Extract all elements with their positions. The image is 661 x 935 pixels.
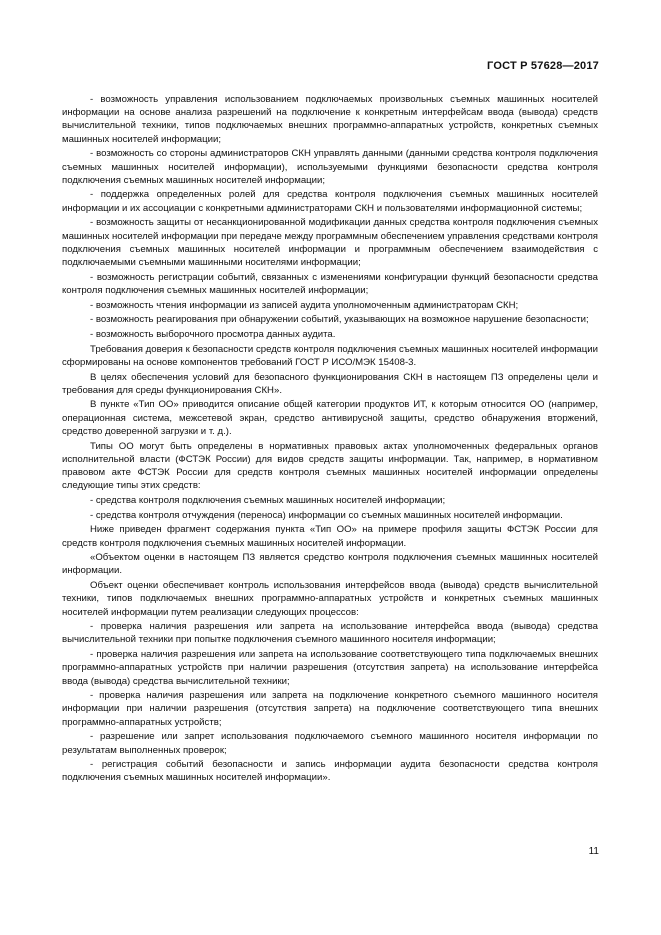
paragraph: - поддержка определенных ролей для средства контроля подключения съемных машинных носителей информации и их ассоциации с конкретными администраторами СКН и пользователями информационной системы; (62, 189, 598, 214)
paragraph: Объект оценки обеспечивает контроль использования интерфейсов ввода (вывода) средств вычислительной техники, типов подключаемых внешних программно-аппаратных устройств и конкретных съемных машинных носителей информации путем реализации следующих процессов: (62, 580, 598, 618)
paragraph: - возможность со стороны администраторов СКН управлять данными (данными средства контроля подключения съемных машинных носителей информации), используемыми функциями безопасности средства контроля подключения съемных машинных носителей информации; (62, 148, 598, 186)
paragraph: В пункте «Тип ОО» приводится описание общей категории продуктов ИТ, к которым относится ОО (например, операционная система, межсетевой экран, средство антивирусной защиты, средство обнаружения вторжений, средство доверенной загрузки и т. д.). (62, 399, 598, 437)
paragraph: Ниже приведен фрагмент содержания пункта «Тип ОО» на примере профиля защиты ФСТЭК России для средств контроля подключения съемных машинных носителей информации. (62, 524, 598, 549)
paragraph: Типы ОО могут быть определены в нормативных правовых актах уполномоченных федеральных органов исполнительной власти (ФСТЭК России) для видов средств защиты информации. Так, например, в нормативном правовом акте ФСТЭК России для средств контроля съемных машинных носителей информации определены следующие типы этих средств: (62, 440, 598, 492)
paragraph: В целях обеспечения условий для безопасного функционирования СКН в настоящем ПЗ определены цели и требования для среды функционирования СКН». (62, 371, 598, 396)
paragraph: - проверка наличия разрешения или запрета на использование соответствующего типа подключаемых внешних программно-аппаратных устройств при наличии разрешения (отсутствия запрета) на использование интерфейса ввода (вывода) средства вычислительной техники; (62, 649, 598, 687)
page-number: 11 (588, 846, 599, 857)
paragraph: - возможность чтения информации из записей аудита уполномоченным администраторам СКН; (90, 299, 519, 311)
paragraph: - возможность реагирования при обнаружении событий, указывающих на возможное нарушение безопасности; (90, 314, 589, 326)
document-body (62, 93, 598, 786)
paragraph: - разрешение или запрет использования подключаемого съемного машинного носителя информации по результатам выполненных проверок; (62, 731, 598, 756)
paragraph: «Объектом оценки в настоящем ПЗ является средство контроля подключения съемных машинных носителей информации. (62, 552, 598, 577)
paragraph: - возможность регистрации событий, связанных с изменениями конфигурации функций безопасности средства контроля подключения съемных машинных носителей информации; (62, 271, 598, 296)
paragraph: - возможность защиты от несанкционированной модификации данных средства контроля подключения съемных машинных носителей информации при передаче между программным обеспечением управления средствами контроля подключения съемных машинных носителей информации и программным обеспечением взаимодействия с подключаемыми съемными машинными носителями информации; (62, 217, 598, 268)
paragraph: - возможность выборочного просмотра данных аудита. (90, 328, 336, 340)
paragraph: - регистрация событий безопасности и запись информации аудита безопасности средства контроля подключения съемных машинных носителей информации». (62, 759, 598, 784)
paragraph: - проверка наличия разрешения или запрета на использование интерфейса ввода (вывода) средства вычислительной техники при попытке подключения съемного машинного носителя информации; (62, 621, 598, 646)
paragraph: - средства контроля подключения съемных машинных носителей информации; (90, 494, 446, 506)
paragraph: - средства контроля отчуждения (переноса) информации со съемных машинных носителей информации. (90, 509, 563, 521)
paragraph: - проверка наличия разрешения или запрета на подключение конкретного съемного машинного носителя информации при наличии разрешения (отсутствия запрета) на подключение соответствующего типа внешних программно-аппаратных устройств; (62, 690, 598, 728)
document-code: ГОСТ Р 57628—2017 (487, 60, 599, 72)
paragraph: Требования доверия к безопасности средств контроля подключения съемных машинных носителей информации сформированы на основе компонентов требований ГОСТ Р ИСО/МЭК 15408-3. (62, 343, 598, 368)
paragraph: - возможность управления использованием подключаемых произвольных съемных машинных носителей информации на основе анализа разрешений на подключение к конкретным интерфейсам ввода (вывода) средств вычислительной техники, типов подключаемых внешних программно-аппаратных устройств, конкретных съемных машинных носителей информации; (62, 94, 598, 145)
